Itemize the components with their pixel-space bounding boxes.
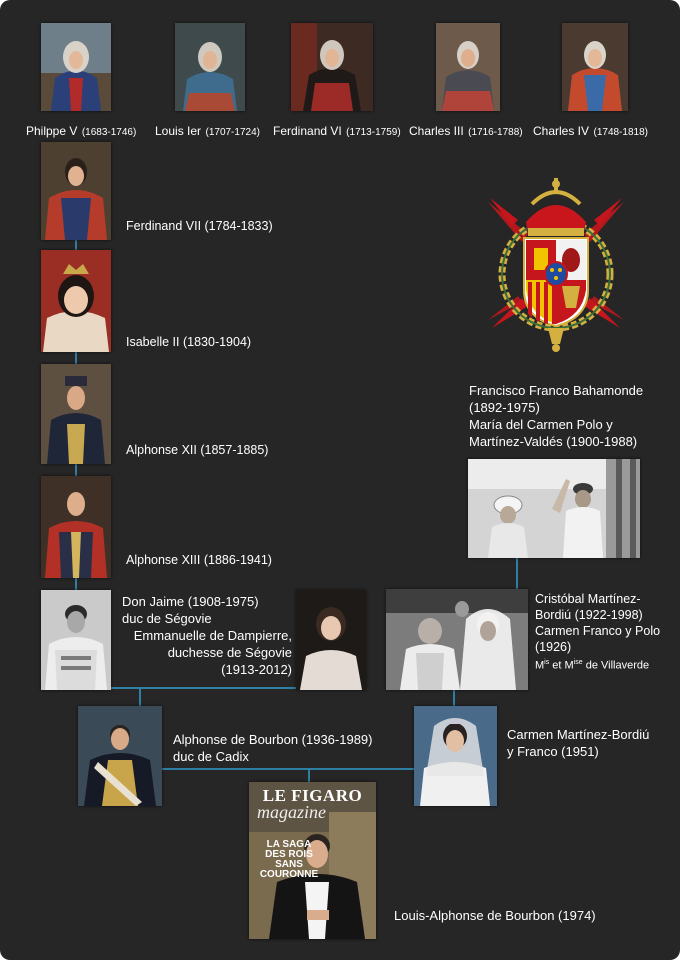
portrait-charles-iv: [562, 23, 628, 111]
portrait-alphonse-xiii: [41, 476, 111, 578]
magazine-headline: LA SAGA DES ROIS SANS COURONNE: [259, 839, 319, 880]
villaverde-text: Cristóbal Martínez- Bordiú (1922-1998) Carmen Franco y Polo (1926) $M^{is}$ et $M^{ise}$ de Villaverde: [535, 592, 661, 672]
label-charles-iii: Charles III (1716-1788): [409, 124, 523, 138]
portrait-emmanuelle: [296, 590, 366, 690]
label-isabelle-ii: Isabelle II (1830-1904): [126, 335, 252, 349]
alphonse-bourbon-text: Alphonse de Bourbon (1936-1989) duc de Cadix: [173, 732, 373, 764]
portrait-don-jaime: [41, 590, 111, 690]
carmen-text: Carmen Martínez-Bordiú y Franco (1951): [507, 727, 650, 759]
louis-alphonse-label: Louis-Alphonse de Bourbon (1974): [394, 908, 596, 923]
connector-line: [162, 768, 414, 770]
magazine-title: LE FIGARO: [262, 786, 363, 805]
portrait-alphonse-de-bourbon: [78, 706, 162, 806]
connector-line: [110, 687, 296, 689]
jaime-text-top: Don Jaime (1908-1975) duc de Ségovie: [122, 594, 259, 626]
magazine-subtitle: magazine: [257, 802, 326, 822]
label-alphonse-xiii: Alphonse XIII (1886-1941): [126, 553, 272, 567]
portrait-isabelle-ii: [41, 250, 111, 352]
portrait-ferdinand-vi: [291, 23, 373, 111]
portrait-philippe-v: [41, 23, 111, 111]
connector-line: [75, 464, 77, 476]
coat-of-arms-icon: [488, 178, 624, 354]
label-ferdinand-vii: Ferdinand VII (1784-1833): [126, 219, 273, 233]
photo-villaverde-wedding: [386, 589, 528, 690]
label-ferdinand-vi: Ferdinand VI (1713-1759): [273, 124, 401, 138]
franco-polo-text: Francisco Franco Bahamonde (1892-1975) María del Carmen Polo y Martínez-Valdés (1900-1988): [469, 383, 644, 449]
photo-franco-polo: [468, 459, 640, 558]
portrait-ferdinand-vii: [41, 142, 111, 240]
connector-line: [75, 352, 77, 364]
connector-line: [75, 240, 77, 250]
magazine-cover: [249, 782, 376, 939]
portrait-charles-iii: [436, 23, 500, 111]
label-louis-i: Louis Ier (1707-1724): [155, 124, 260, 138]
label-alphonse-xii: Alphonse XII (1857-1885): [126, 443, 269, 457]
connector-line: [516, 557, 518, 589]
portrait-louis-i: [175, 23, 245, 111]
connector-line: [453, 689, 455, 706]
portrait-alphonse-xii: [41, 364, 111, 464]
portrait-carmen-martinez-bordiu: [414, 706, 497, 806]
connector-line: [139, 688, 141, 707]
emmanuelle-text: Emmanuelle de Dampierre, duchesse de Ségovie (1913-2012): [133, 628, 292, 677]
label-philippe-v: Philppe V (1683-1746): [26, 124, 137, 138]
connector-line: [75, 578, 77, 590]
label-charles-iv: Charles IV (1748-1818): [533, 124, 648, 138]
connector-line: [308, 769, 310, 782]
